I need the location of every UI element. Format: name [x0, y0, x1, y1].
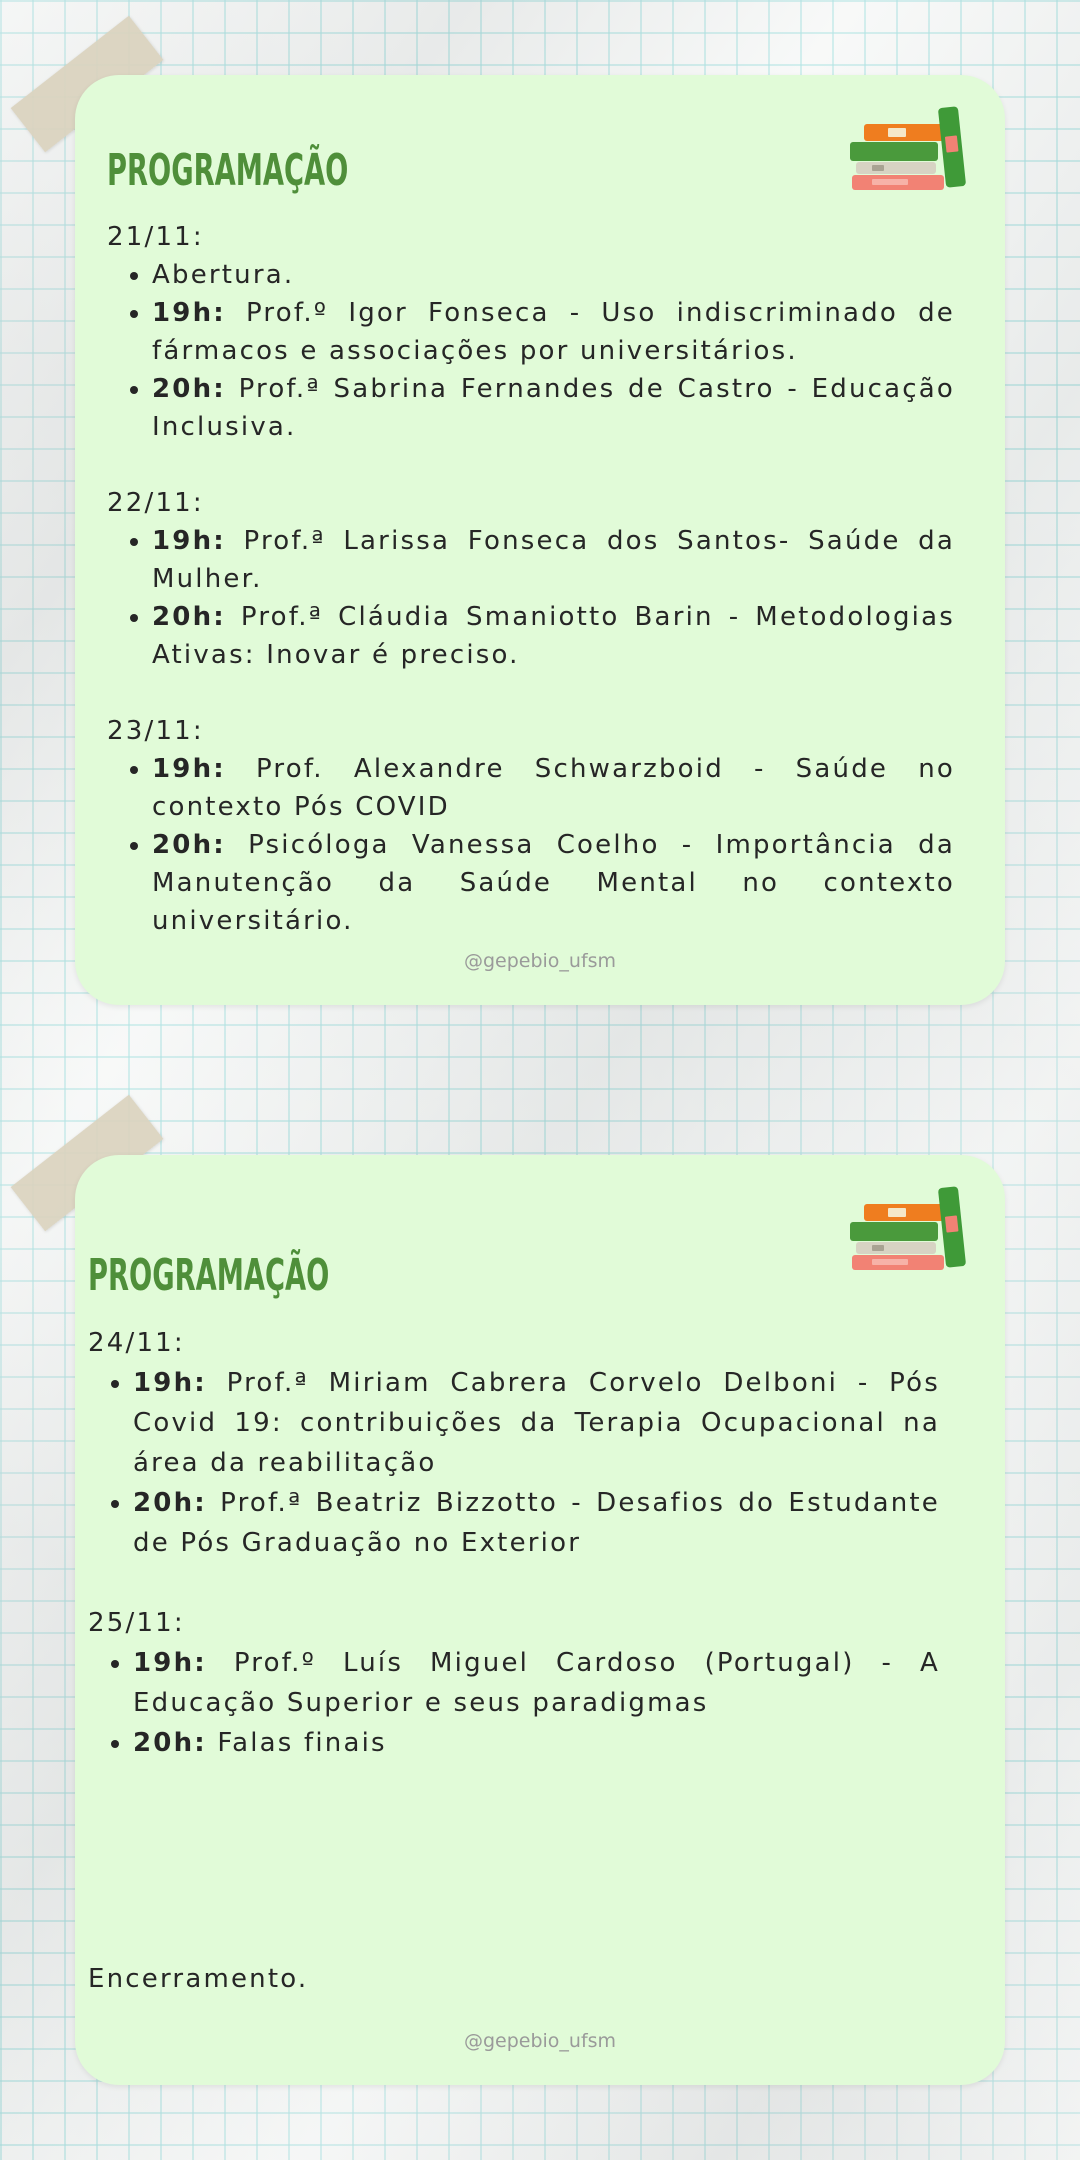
day-date: 22/11:	[107, 488, 204, 518]
day-date: 24/11:	[88, 1328, 185, 1358]
schedule-content-1	[107, 218, 955, 940]
event-text: Prof.ª Sabrina Fernandes de Castro - Educação Inclusiva.	[152, 374, 955, 442]
event-text: Falas finais	[206, 1728, 387, 1758]
event-time: 19h:	[133, 1648, 207, 1678]
event-time: 20h:	[152, 602, 226, 632]
day-date: 25/11:	[88, 1608, 185, 1638]
event-text: Prof.ª Larissa Fonseca dos Santos- Saúde da Mulher.	[152, 526, 955, 594]
event-text: Prof.ª Miriam Cabrera Corvelo Delboni - Pós Covid 19: contribuições da Terapia Ocupacional na área da reabilitação	[133, 1368, 940, 1478]
list-item	[152, 826, 955, 940]
list-item	[152, 750, 955, 826]
event-list	[88, 1643, 940, 1763]
list-item	[152, 256, 955, 294]
list-item	[133, 1643, 940, 1723]
event-text: Prof.ª Cláudia Smaniotto Barin - Metodologias Ativas: Inovar é preciso.	[152, 602, 955, 670]
list-item	[152, 598, 955, 674]
event-time: 19h:	[152, 526, 226, 556]
event-text: Abertura.	[152, 260, 295, 290]
books-stack-icon	[842, 104, 972, 200]
list-item	[133, 1363, 940, 1483]
list-item	[133, 1483, 940, 1563]
event-text: Prof.º Luís Miguel Cardoso (Portugal) - A Educação Superior e seus paradigmas	[133, 1648, 940, 1718]
books-stack-icon	[842, 1184, 972, 1280]
day-date: 21/11:	[107, 222, 204, 252]
event-list	[88, 1363, 940, 1563]
event-text: Prof.º Igor Fonseca - Uso indiscriminado de fármacos e associações por universitários.	[152, 298, 955, 366]
event-list	[107, 522, 955, 674]
page-title: PROGRAMAÇÃO	[107, 145, 349, 196]
event-time: 20h:	[152, 374, 226, 404]
event-time: 20h:	[133, 1728, 207, 1758]
event-text: Prof.ª Beatriz Bizzotto - Desafios do Estudante de Pós Graduação no Exterior	[133, 1488, 940, 1558]
schedule-content-2	[88, 1323, 940, 1763]
event-list	[107, 750, 955, 940]
list-item	[152, 522, 955, 598]
page-title: PROGRAMAÇÃO	[88, 1250, 330, 1301]
list-item	[133, 1723, 940, 1763]
event-time: 19h:	[133, 1368, 207, 1398]
footer-handle: @gepebio_ufsm	[463, 950, 617, 972]
event-time: 20h:	[152, 830, 226, 860]
event-time: 19h:	[152, 754, 226, 784]
day-date: 23/11:	[107, 716, 204, 746]
event-text: Prof. Alexandre Schwarzboid - Saúde no contexto Pós COVID	[152, 754, 955, 822]
event-text: Psicóloga Vanessa Coelho - Importância da Manutenção da Saúde Mental no contexto universitário.	[152, 830, 955, 936]
event-time: 20h:	[133, 1488, 207, 1518]
event-list	[107, 256, 955, 446]
list-item	[152, 370, 955, 446]
list-item	[152, 294, 955, 370]
closing-text: Encerramento.	[88, 1964, 309, 1994]
footer-handle: @gepebio_ufsm	[463, 2030, 617, 2052]
event-time: 19h:	[152, 298, 226, 328]
